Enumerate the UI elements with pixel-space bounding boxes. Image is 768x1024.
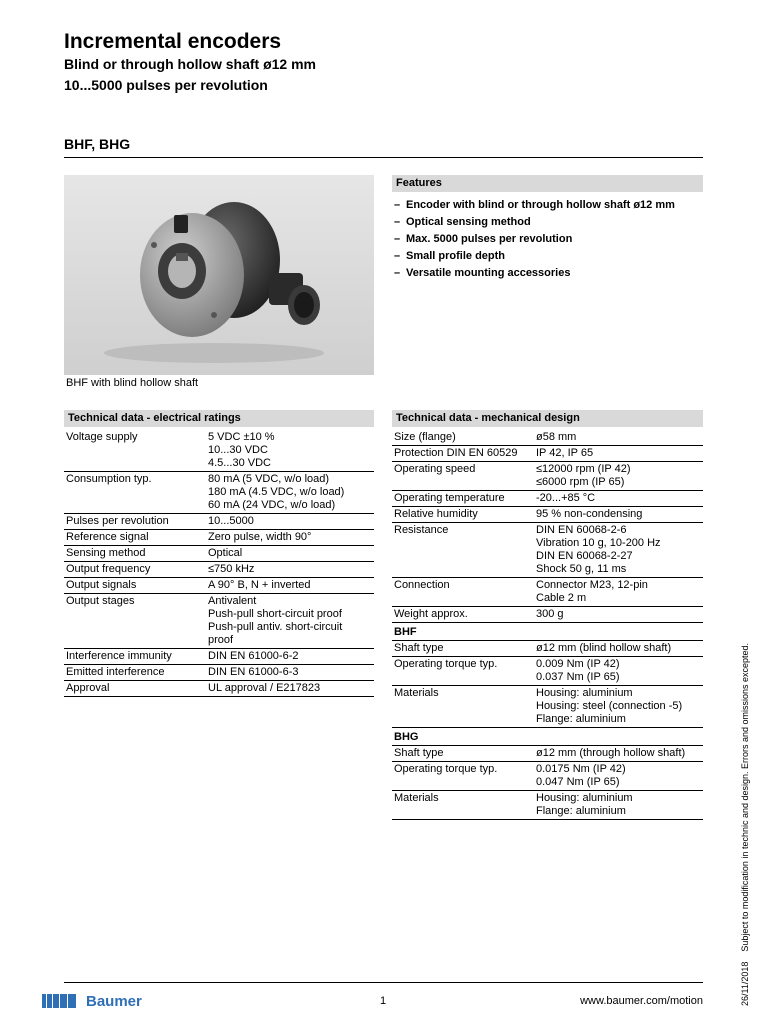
spec-label: Materials xyxy=(392,791,534,820)
spec-value xyxy=(534,578,703,607)
spec-label: Emitted interference xyxy=(64,665,206,681)
spec-value-line: Antivalent xyxy=(208,595,257,607)
table-row xyxy=(392,641,703,657)
spec-value-line: 80 mA (5 VDC, w/o load) xyxy=(208,473,330,485)
spec-label: Interference immunity xyxy=(64,649,206,665)
spec-value-line: ø12 mm (through hollow shaft) xyxy=(536,747,686,759)
table-row xyxy=(392,491,703,507)
baumer-logo-icon xyxy=(42,994,78,1008)
spec-value-line: 60 mA (24 VDC, w/o load) xyxy=(208,499,336,511)
electrical-ratings-heading: Technical data - electrical ratings xyxy=(64,410,374,427)
features-heading: Features xyxy=(392,175,703,192)
spec-label: Operating temperature xyxy=(392,491,534,507)
dash-icon: – xyxy=(394,199,401,211)
side-disclaimer xyxy=(740,643,750,1006)
dash-icon: – xyxy=(394,250,401,262)
table-row xyxy=(64,665,374,681)
spec-label: Connection xyxy=(392,578,534,607)
spec-label: Pulses per revolution xyxy=(64,514,206,530)
spec-value-line: DIN EN 60068-2-6 xyxy=(536,524,627,536)
spec-label: Shaft type xyxy=(392,641,534,657)
feature-item xyxy=(394,232,704,249)
spec-value xyxy=(534,686,703,728)
spec-value-line: Push-pull short-circuit proof xyxy=(208,608,342,620)
website-link[interactable]: www.baumer.com/motion xyxy=(580,995,703,1007)
spec-value-line: ø12 mm (blind hollow shaft) xyxy=(536,642,672,654)
spec-value-line: DIN EN 61000-6-3 xyxy=(208,666,299,678)
spec-label: Output stages xyxy=(64,594,206,649)
spec-label: Protection DIN EN 60529 xyxy=(392,446,534,462)
baumer-logo[interactable] xyxy=(42,991,142,1011)
table-row xyxy=(64,649,374,665)
group-label: BHG xyxy=(392,728,703,746)
table-row xyxy=(392,762,703,791)
spec-value xyxy=(206,594,374,649)
photo-caption: BHF with blind hollow shaft xyxy=(66,377,199,389)
feature-text: Small profile depth xyxy=(406,250,506,262)
table-row xyxy=(64,578,374,594)
table-row xyxy=(392,607,703,623)
spec-value-line: Housing: aluminium xyxy=(536,792,633,804)
dash-icon: – xyxy=(394,216,401,228)
spec-value-line: 5 VDC ±10 % xyxy=(208,431,275,443)
spec-value-line: 0.009 Nm (IP 42) xyxy=(536,658,620,670)
spec-value-line: Optical xyxy=(208,547,243,559)
spec-value-line: UL approval / E217823 xyxy=(208,682,321,694)
baumer-logo-text: Baumer xyxy=(86,992,142,1010)
spec-value-line: DIN EN 60068-2-27 xyxy=(536,550,633,562)
spec-label: Relative humidity xyxy=(392,507,534,523)
spec-label: Sensing method xyxy=(64,546,206,562)
table-row xyxy=(392,791,703,820)
spec-value-line: IP 42, IP 65 xyxy=(536,447,594,459)
spec-value xyxy=(534,791,703,820)
spec-value xyxy=(206,562,374,578)
spec-value xyxy=(534,746,703,762)
document-date: 26/11/2018 xyxy=(740,961,750,1006)
spec-value xyxy=(534,641,703,657)
spec-value-line: Housing: steel (connection -5) xyxy=(536,700,683,712)
spec-label: Output signals xyxy=(64,578,206,594)
table-group-row xyxy=(392,728,703,746)
table-row xyxy=(392,462,703,491)
spec-value xyxy=(206,578,374,594)
spec-label: Resistance xyxy=(392,523,534,578)
feature-text: Optical sensing method xyxy=(406,216,531,228)
spec-value xyxy=(206,472,374,514)
table-row xyxy=(392,686,703,728)
feature-item xyxy=(394,249,704,266)
feature-item xyxy=(394,215,704,232)
spec-value xyxy=(206,546,374,562)
spec-value xyxy=(534,430,703,446)
page-title: Incremental encoders xyxy=(64,30,282,53)
disclaimer-text: Subject to modification in technic and design. Errors and omissions excepted. xyxy=(740,642,750,952)
feature-item xyxy=(394,198,704,215)
dash-icon: – xyxy=(394,267,401,279)
mechanical-design-table xyxy=(392,430,703,820)
table-row xyxy=(64,681,374,697)
spec-value xyxy=(534,523,703,578)
spec-value xyxy=(534,462,703,491)
spec-value-line: -20...+85 °C xyxy=(536,492,596,504)
table-row xyxy=(392,430,703,446)
page-subtitle-shaft: Blind or through hollow shaft ø12 mm xyxy=(64,56,316,72)
table-row xyxy=(64,546,374,562)
spec-value-line: Zero pulse, width 90° xyxy=(208,531,312,543)
spec-value xyxy=(206,649,374,665)
spec-value-line: 300 g xyxy=(536,608,564,620)
spec-value-line: Connector M23, 12-pin xyxy=(536,579,648,591)
spec-value xyxy=(206,430,374,472)
spec-value-line: ≤6000 rpm (IP 65) xyxy=(536,476,625,488)
spec-value-line: 0.037 Nm (IP 65) xyxy=(536,671,620,683)
feature-text: Max. 5000 pulses per revolution xyxy=(406,233,573,245)
spec-value-line: Push-pull antiv. short-circuit xyxy=(208,621,343,633)
table-group-row xyxy=(392,623,703,641)
spec-label: Size (flange) xyxy=(392,430,534,446)
spec-value-line: 0.0175 Nm (IP 42) xyxy=(536,763,626,775)
spec-label: Shaft type xyxy=(392,746,534,762)
spec-label: Reference signal xyxy=(64,530,206,546)
feature-text: Encoder with blind or through hollow shaft ø12 mm xyxy=(406,199,675,211)
spec-value xyxy=(206,530,374,546)
spec-label: Approval xyxy=(64,681,206,697)
model-heading: BHF, BHG xyxy=(64,136,131,152)
feature-text: Versatile mounting accessories xyxy=(406,267,571,279)
spec-value-line: Shock 50 g, 11 ms xyxy=(536,563,627,575)
spec-value-line: proof xyxy=(208,634,234,646)
spec-value-line: 95 % non-condensing xyxy=(536,508,643,520)
spec-value-line: Housing: aluminium xyxy=(536,687,633,699)
mechanical-design-heading: Technical data - mechanical design xyxy=(392,410,703,427)
page-subtitle-pulses: 10...5000 pulses per revolution xyxy=(64,77,268,93)
spec-value-line: 10...30 VDC xyxy=(208,444,268,456)
spec-value-line: DIN EN 61000-6-2 xyxy=(208,650,299,662)
spec-label: Materials xyxy=(392,686,534,728)
spec-value xyxy=(534,657,703,686)
spec-label: Voltage supply xyxy=(64,430,206,472)
spec-value-line: Flange: aluminium xyxy=(536,713,626,725)
encoder-illustration xyxy=(64,175,374,375)
spec-value-line: Flange: aluminium xyxy=(536,805,626,817)
table-row xyxy=(392,746,703,762)
spec-label: Consumption typ. xyxy=(64,472,206,514)
spec-value xyxy=(206,681,374,697)
table-row xyxy=(392,578,703,607)
spec-value xyxy=(206,514,374,530)
spec-value-line: A 90° B, N + inverted xyxy=(208,579,311,591)
footer-divider xyxy=(64,982,703,983)
group-label: BHF xyxy=(392,623,703,641)
spec-value xyxy=(534,607,703,623)
dash-icon: – xyxy=(394,233,401,245)
table-row xyxy=(392,657,703,686)
feature-item xyxy=(394,266,704,283)
page-number: 1 xyxy=(380,995,387,1007)
table-row xyxy=(392,523,703,578)
spec-value-line: ≤12000 rpm (IP 42) xyxy=(536,463,631,475)
spec-label: Output frequency xyxy=(64,562,206,578)
spec-label: Operating torque typ. xyxy=(392,762,534,791)
spec-value-line: 4.5...30 VDC xyxy=(208,457,271,469)
spec-value xyxy=(206,665,374,681)
table-row xyxy=(64,530,374,546)
spec-value-line: Vibration 10 g, 10-200 Hz xyxy=(536,537,661,549)
electrical-ratings-table xyxy=(64,430,374,697)
table-row xyxy=(392,507,703,523)
spec-label: Weight approx. xyxy=(392,607,534,623)
table-row xyxy=(392,446,703,462)
spec-value-line: ø58 mm xyxy=(536,431,577,443)
table-row xyxy=(64,472,374,514)
spec-value-line: ≤750 kHz xyxy=(208,563,255,575)
spec-value xyxy=(534,762,703,791)
spec-label: Operating speed xyxy=(392,462,534,491)
spec-value xyxy=(534,446,703,462)
spec-value-line: 180 mA (4.5 VDC, w/o load) xyxy=(208,486,345,498)
spec-value-line: 10...5000 xyxy=(208,515,254,527)
table-row xyxy=(64,514,374,530)
spec-value-line: 0.047 Nm (IP 65) xyxy=(536,776,620,788)
spec-label: Operating torque typ. xyxy=(392,657,534,686)
encoder-photo xyxy=(64,175,374,375)
spec-value xyxy=(534,491,703,507)
table-row xyxy=(64,430,374,472)
spec-value-line: Cable 2 m xyxy=(536,592,587,604)
table-row xyxy=(64,594,374,649)
features-list xyxy=(394,198,704,283)
header-divider xyxy=(64,157,703,158)
spec-value xyxy=(534,507,703,523)
table-row xyxy=(64,562,374,578)
